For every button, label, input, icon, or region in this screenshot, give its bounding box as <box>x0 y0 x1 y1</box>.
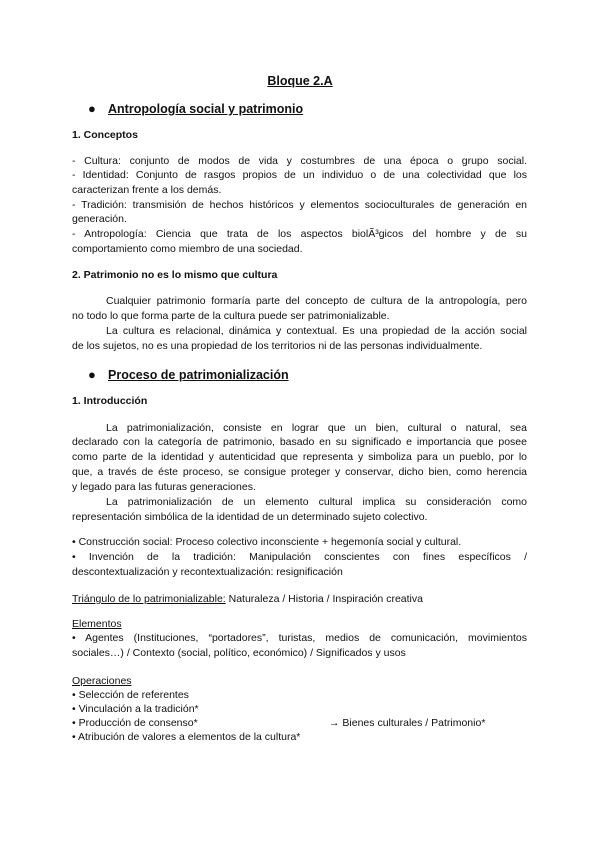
section-bullet: ● <box>88 367 96 382</box>
operaciones-item: • Selección de referentes <box>72 689 189 701</box>
concept-line: caracterizan frente a los demás. <box>72 184 222 196</box>
paragraph-line: que, a través de éste proceso, se consigue proteger y conservar, dicho bien, como herencia <box>72 466 527 478</box>
paragraph-line: La cultura es relacional, dinámica y contextual. Es una propiedad de la acción social <box>106 325 527 337</box>
operaciones-heading: Operaciones <box>72 675 132 687</box>
page-title: Bloque 2.A <box>267 74 333 88</box>
paragraph-line: representación simbólica de la identidad de un determinado sujeto colectivo. <box>72 511 428 523</box>
point-line: • Invención de la tradición: Manipulación conscientes con fines específicos / <box>72 551 527 563</box>
triangle-label: Triángulo de lo patrimonializable: <box>72 593 226 605</box>
operaciones-item: • Atribución de valores a elementos de la cultura* <box>72 731 301 743</box>
elementos-line: sociales…) / Contexto (social, político, económico) / Significados y usos <box>72 647 406 659</box>
paragraph-line: como parte de la identidad y autenticidad que representa y simboliza para un pueblo, por lo <box>72 451 527 463</box>
paragraph-line: Cualquier patrimonio formaría parte del concepto de cultura de la antropología, pero <box>106 295 527 307</box>
paragraph-line: La patrimonialización de un elemento cultural implica su consideración como <box>106 496 527 508</box>
concept-line: - Cultura: conjunto de modos de vida y costumbres de una época o grupo social. <box>72 155 527 167</box>
paragraph-line: y legado para las futuras generaciones. <box>72 481 256 493</box>
concept-line: - Tradición: transmisión de hechos históricos y elementos socioculturales de generación en <box>72 199 527 211</box>
paragraph-line: declarado con la categoría de patrimonio, basado en su significado e importancia que posee <box>72 436 527 448</box>
paragraph-line: La patrimonialización, consiste en lograr que un bien, cultural o natural, sea <box>106 422 527 434</box>
concept-line: comportamiento como miembro de una sociedad. <box>72 243 303 255</box>
operaciones-item: • Producción de consenso* <box>72 717 198 729</box>
subheading-conceptos: 1. Conceptos <box>72 129 138 141</box>
concept-line: - Antropología: Ciencia que trata de los aspectos biolÃ³gicos del hombre y de su <box>72 228 527 240</box>
elementos-heading: Elementos <box>72 618 122 630</box>
section-bullet: ● <box>88 101 96 116</box>
paragraph-line: no todo lo que forma parte de la cultura puede ser patrimonializable. <box>72 310 390 322</box>
triangle-line <box>72 592 423 607</box>
point-line: • Construcción social: Proceso colectivo inconsciente + hegemonía social y cultural. <box>72 536 462 548</box>
elementos-line: • Agentes (Instituciones, “portadores”, turistas, medios de comunicación, movimientos <box>72 632 527 644</box>
concept-line: - Identidad: Conjunto de rasgos propios de un individuo o de una colectividad que los <box>72 169 527 181</box>
point-line: descontextualización y recontextualización: resignificación <box>72 566 343 578</box>
operaciones-item: • Vinculación a la tradición* <box>72 703 199 715</box>
triangle-value: Naturaleza / Historia / Inspiración creativa <box>228 593 423 605</box>
operaciones-result: → Bienes culturales / Patrimonio* <box>329 717 486 729</box>
paragraph-line: de los sujetos, no es una propiedad de los territorios ni de las personas individualmente. <box>72 340 483 352</box>
section-heading-antropologia: Antropología social y patrimonio <box>108 102 304 116</box>
concept-line: generación. <box>72 213 127 225</box>
subheading-patrimonio-cultura: 2. Patrimonio no es lo mismo que cultura <box>72 269 278 281</box>
subheading-introduccion: 1. Introducción <box>72 395 148 407</box>
section-heading-patrimonializacion: Proceso de patrimonialización <box>108 368 289 382</box>
